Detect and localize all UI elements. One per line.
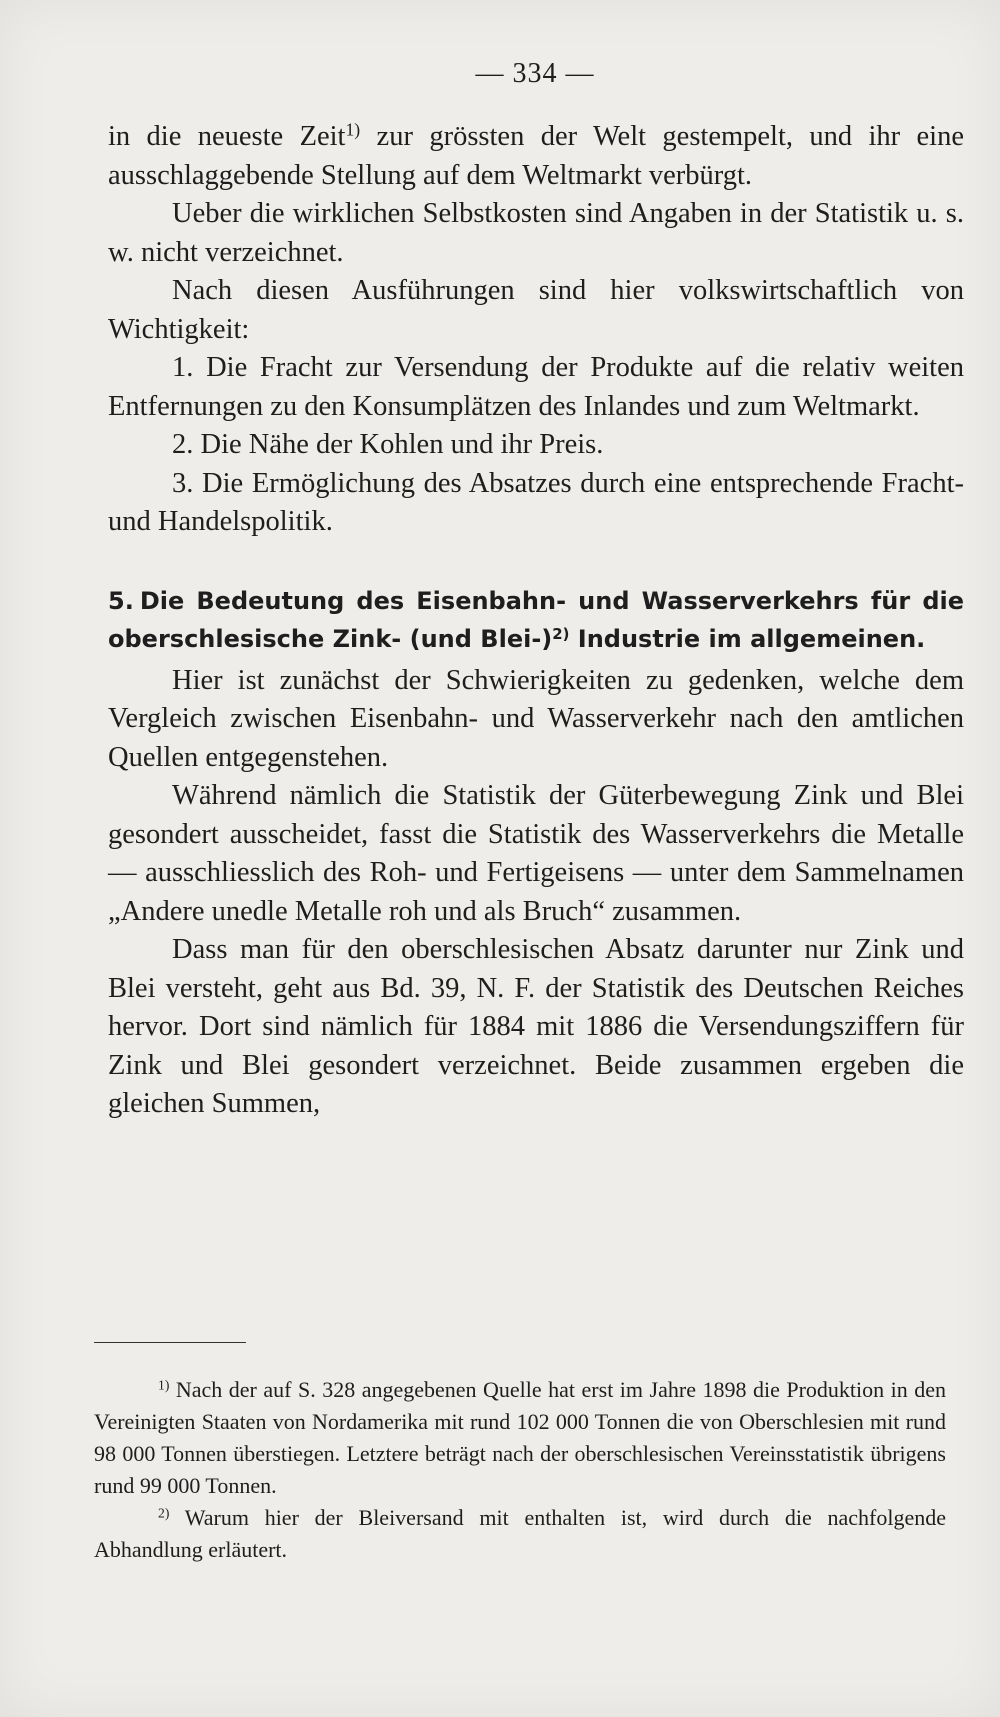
footnote-divider	[94, 1342, 246, 1343]
footnote-text: Warum hier der Bleiversand mit enthalten ist, wird durch die nachfolgende Abhandlung erläutert.	[94, 1505, 946, 1562]
footnotes	[94, 1374, 946, 1566]
paragraph: Während nämlich die Statistik der Güterbewegung Zink und Blei gesondert ausscheidet, fasst die Statistik des Wasserverkehrs die Metalle — ausschliesslich des Roh- und Fertigeisens — unter dem Sammelnamen „Andere unedle Metalle roh und als Bruch“ zusammen.	[108, 780, 964, 927]
section-title-end: Industrie im allgemeinen.	[569, 624, 926, 653]
footnote-2	[94, 1502, 946, 1566]
paragraph: Nach diesen Ausführungen sind hier volkswirtschaftlich von Wichtigkeit:	[108, 275, 964, 345]
footnote-1	[94, 1374, 946, 1502]
paragraph-text: zur grössten der Welt gestempelt, und ihr eine ausschlaggebende Stellung auf dem Weltmarkt verbürgt.	[108, 121, 965, 191]
list-item: 2. Die Nähe der Kohlen und ihr Preis.	[172, 429, 604, 460]
section-heading	[108, 582, 964, 658]
page-number: — 334 —	[475, 58, 595, 89]
footnote-text: Nach der auf S. 328 angegebenen Quelle hat erst im Jahre 1898 die Produktion in den Vereinigten Staaten von Nordamerika mit rund 102 000 Tonnen die von Oberschlesien mit rund 98 000 Tonnen überstiegen. Letztere beträgt nach der oberschlesischen Vereinsstatistik übrigens rund 99 000 Tonnen.	[94, 1377, 946, 1498]
section-number: 5.	[108, 586, 134, 615]
section-title: Die Bedeutung des Eisenbahn- und Wasserverkehrs für die oberschlesische Zink- (und Blei-)	[108, 586, 964, 653]
list-item: 3. Die Ermöglichung des Absatzes durch eine entsprechende Fracht- und Handelspolitik.	[108, 467, 964, 537]
list-item: 1. Die Fracht zur Versendung der Produkte auf die relativ weiten Entfernungen zu den Konsumplätzen des Inlandes und zum Weltmarkt.	[108, 352, 964, 422]
footnote-ref-1: 1)	[345, 119, 361, 140]
footnote-marker: 1)	[158, 1377, 170, 1393]
paragraph	[108, 118, 964, 195]
paragraph: Hier ist zunächst der Schwierigkeiten zu gedenken, welche dem Vergleich zwischen Eisenbahn- und Wasserverkehr nach den amtlichen Quellen entgegenstehen.	[108, 664, 964, 773]
main-text	[108, 118, 964, 1124]
paragraph-text: in die neueste Zeit	[108, 121, 346, 152]
footnote-marker: 2)	[158, 1505, 170, 1521]
footnote-ref-2: 2)	[552, 624, 570, 643]
paragraph: Dass man für den oberschlesischen Absatz darunter nur Zink und Blei versteht, geht aus Bd. 39, N. F. der Statistik des Deutschen Reiches hervor. Dort sind nämlich für 1884 mit 1886 die Versendungsziffern für Zink und Blei gesondert verzeichnet. Beide zusammen ergeben die gleichen Summen,	[108, 934, 964, 1119]
paragraph: Ueber die wirklichen Selbstkosten sind Angaben in der Statistik u. s. w. nicht verzeichnet.	[108, 198, 964, 268]
